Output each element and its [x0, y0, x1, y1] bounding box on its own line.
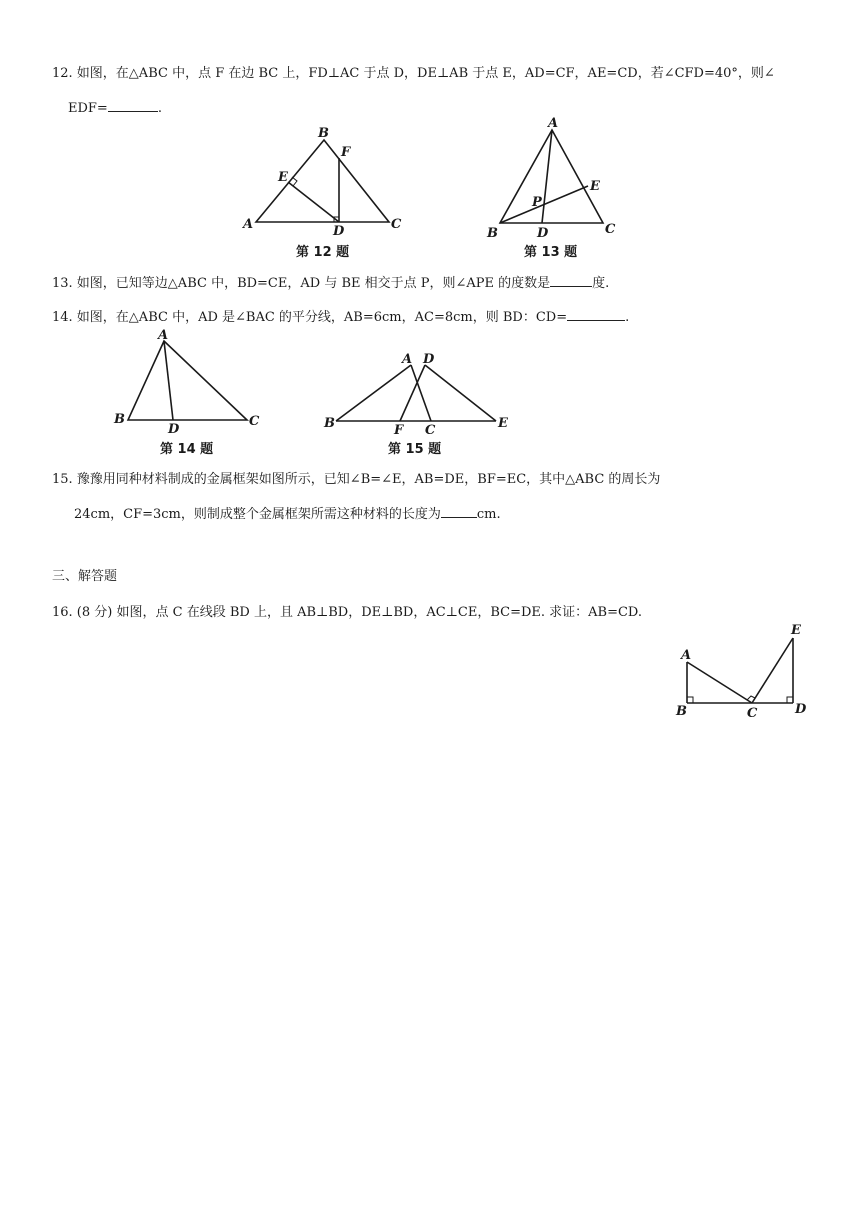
fig16-label-c: C [747, 706, 758, 721]
q15-line2-prefix: 24cm，CF=3cm，则制成整个金属框架所需这种材料的长度为 [74, 507, 441, 522]
q13-line [52, 272, 609, 294]
fig14-segment-ad [164, 341, 173, 420]
fig13-caption: 第 13 题 [524, 245, 578, 260]
fig16-label-e: E [791, 623, 801, 638]
q12-line2-prefix: EDF= [68, 101, 108, 116]
q14-prefix: 14. 如图，在△ABC 中，AD 是∠BAC 的平分线，AB=6cm，AC=8cm，则 BD：CD= [52, 310, 568, 325]
fig13-label-c: C [605, 222, 616, 237]
fig15-label-a: A [402, 352, 413, 367]
q13-answer-blank[interactable] [550, 272, 592, 287]
fig15-label-f: F [394, 423, 404, 438]
fig13-label-p: P [532, 195, 542, 210]
fig13-label-a: A [548, 116, 559, 131]
fig12-label-e: E [278, 170, 288, 185]
fig16-right-angle-d [787, 697, 793, 703]
fig14-label-d: D [168, 422, 180, 437]
fig12-caption: 第 12 题 [296, 245, 350, 260]
fig13-segment-be [500, 186, 588, 223]
fig12-label-c: C [391, 217, 402, 232]
q12-line1: 12. 如图，在△ABC 中，点 F 在边 BC 上，FD⊥AC 于点 D，DE⊥AB 于点 E，AD=CF，AE=CD，若∠CFD=40°，则∠ [52, 66, 775, 81]
q14-suffix: . [625, 310, 630, 325]
fig15-label-e: E [498, 416, 508, 431]
fig15-segment-ba [336, 365, 411, 421]
fig13-triangle-abc [500, 130, 603, 223]
fig15-label-b: B [324, 416, 335, 431]
fig12-label-f: F [341, 145, 351, 160]
fig14-caption: 第 14 题 [160, 442, 214, 457]
fig16-right-angle-b [687, 697, 693, 703]
fig16-segment-ac [687, 662, 752, 703]
q12-line2-suffix: . [157, 101, 162, 116]
fig14-label-a: A [158, 328, 169, 343]
fig13-label-e: E [590, 179, 600, 194]
q13-prefix: 13. 如图，已知等边△ABC 中，BD=CE，AD 与 BE 相交于点 P，则∠APE 的度数是 [52, 276, 551, 291]
section-heading: 三、解答题 [52, 569, 118, 584]
fig15-label-d: D [423, 352, 435, 367]
fig16-segment-ce [752, 638, 793, 703]
fig15-segment-de [425, 365, 496, 421]
q16-text: 16. (8 分) 如图，点 C 在线段 BD 上，且 AB⊥BD，DE⊥BD，AC⊥CE，BC=DE. 求证：AB=CD. [52, 605, 643, 620]
fig13-label-b: B [487, 226, 498, 241]
figure-16 [672, 620, 812, 720]
fig15-label-c: C [425, 423, 436, 438]
fig12-label-b: B [318, 126, 329, 141]
q14-line [52, 306, 629, 328]
q12-line2 [68, 97, 162, 119]
q15-line2 [74, 503, 501, 525]
fig12-segment-de [288, 182, 339, 222]
q12-answer-blank[interactable] [108, 97, 158, 112]
fig16-label-b: B [676, 704, 687, 719]
q15-line2-suffix: cm. [476, 507, 501, 522]
fig13-label-d: D [537, 226, 549, 241]
q15-line1: 15. 豫豫用同种材料制成的金属框架如图所示，已知∠B=∠E，AB=DE，BF=EC，其中△ABC 的周长为 [52, 472, 661, 487]
figure-13 [486, 115, 626, 240]
figure-15 [320, 345, 520, 438]
q14-answer-blank[interactable] [567, 306, 625, 321]
fig14-triangle-abc [128, 341, 247, 420]
q15-answer-blank[interactable] [441, 503, 477, 518]
fig12-label-a: A [243, 217, 254, 232]
fig16-label-d: D [795, 702, 807, 717]
q13-suffix: 度. [592, 276, 610, 291]
fig14-label-c: C [249, 414, 260, 429]
fig16-label-a: A [681, 648, 692, 663]
fig12-label-d: D [333, 224, 345, 239]
fig15-caption: 第 15 题 [388, 442, 442, 457]
fig14-label-b: B [114, 412, 125, 427]
figure-12 [240, 120, 410, 239]
figure-14 [110, 327, 270, 437]
